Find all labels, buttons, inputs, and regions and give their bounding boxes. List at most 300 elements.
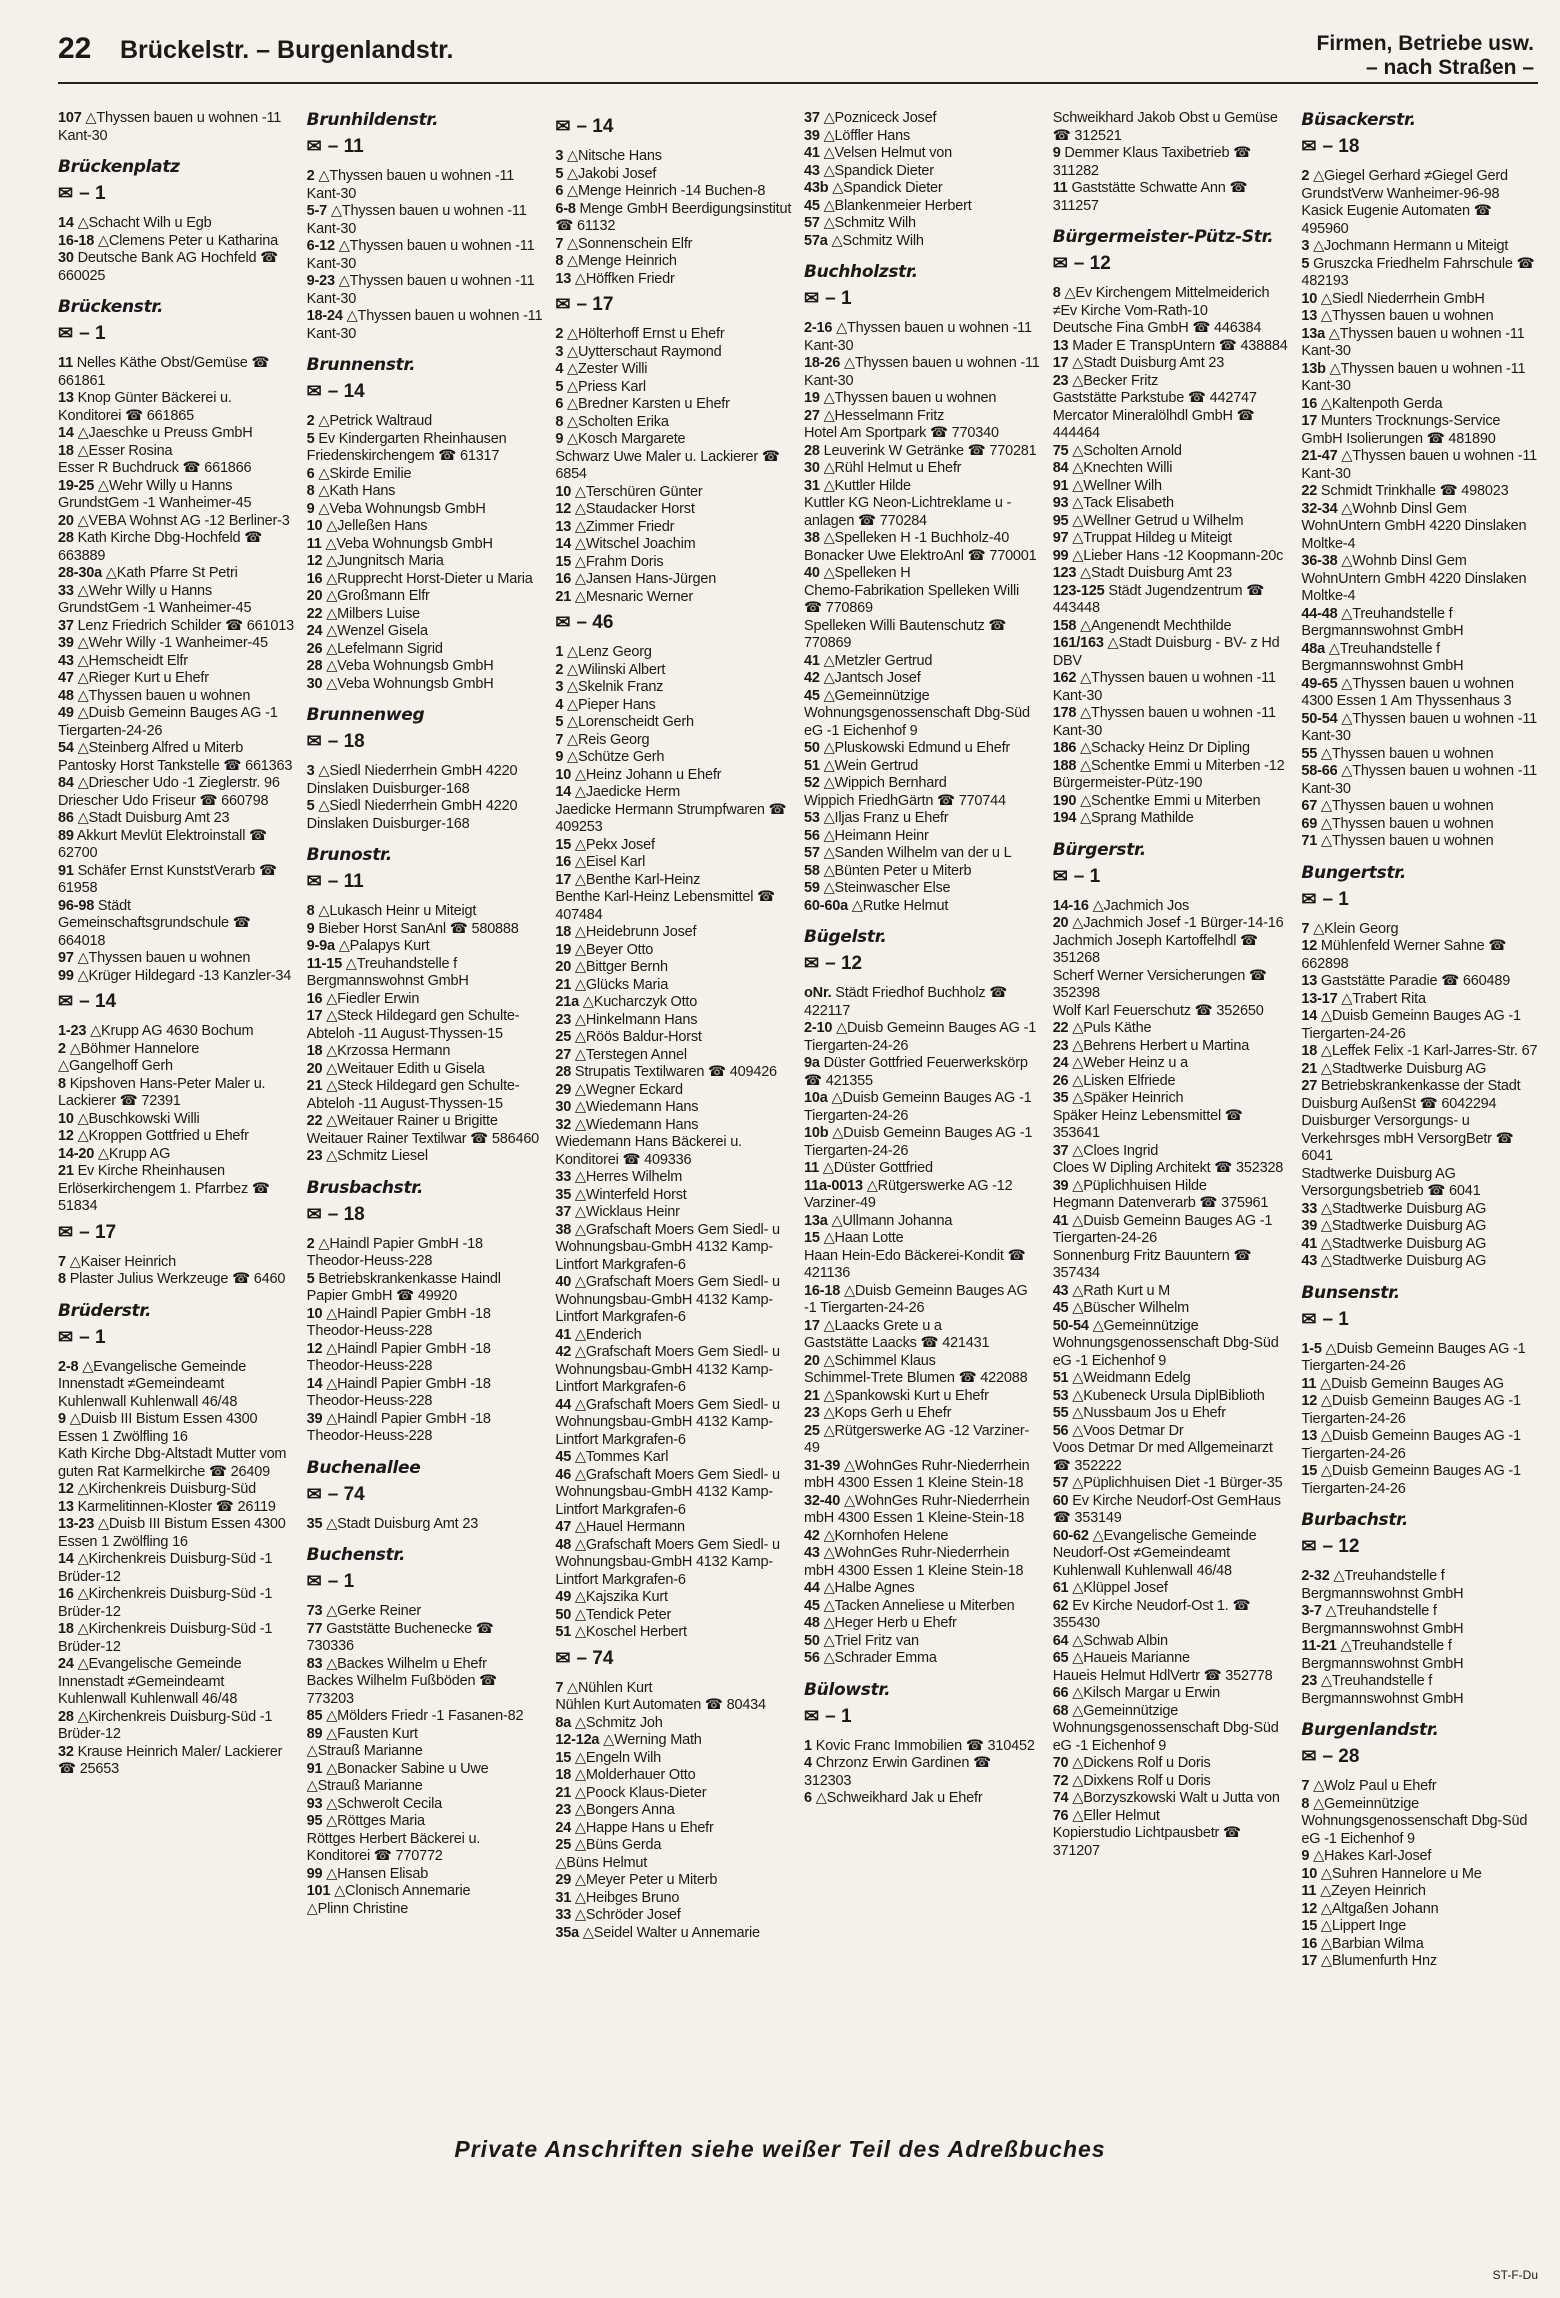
street-heading: Bülowstr. (804, 1679, 891, 1700)
directory-entry: 67 △Thyssen bauen u wohnen (1301, 798, 1494, 814)
directory-entry: 44 △Grafschaft Moers Gem Siedl- u Wohnungsbau-GmbH 4132 Kamp-Lintfort Markgrafen-6 (555, 1396, 780, 1448)
directory-entry: 43b △Spandick Dieter (804, 180, 943, 196)
directory-entry: 51 △Koschel Herbert (555, 1624, 687, 1640)
envelope-icon: ✉ (58, 1221, 74, 1242)
directory-entry: 35a △Seidel Walter u Annemarie (555, 1924, 760, 1941)
directory-entry: 41 △Duisb Gemeinn Bauges AG -1 Tiergarten-24-26 (1052, 1212, 1273, 1246)
directory-entry: 45 △Tacken Anneliese u Miterben (804, 1597, 1015, 1614)
directory-entry: 2 △Haindl Papier GmbH -18 Theodor-Heuss-228 (306, 1235, 483, 1269)
postal-district (1301, 889, 1538, 911)
directory-entry: 31 △Kuttler Hilde (804, 477, 911, 494)
directory-entry: 31-39 △WohnGes Ruhr-Niederrhein mbH 4300 Essen 1 Kleine Stein-18 (804, 1457, 1030, 1491)
directory-entry: 60 Ev Kirche Neudorf-Ost GemHaus ☎ 353149 (1052, 1492, 1281, 1526)
directory-entry: 16 △Eisel Karl (555, 854, 646, 870)
directory-entry: 8 Plaster Julius Werkzeuge ☎ 6460 (58, 1271, 286, 1287)
directory-entry: 11 △Zeyen Heinrich (1301, 1883, 1426, 1899)
directory-entry: Kopierstudio Lichtpausbetr ☎ 371207 (1052, 1825, 1241, 1859)
directory-entry: Mercator Mineralölhdl GmbH ☎ 444464 (1052, 407, 1255, 441)
directory-entry: 39 △Püplichhuisen Hilde (1052, 1177, 1207, 1194)
street-heading: Bungertstr. (1301, 862, 1407, 883)
postal-code: – 17 (79, 1221, 117, 1243)
directory-entry: 23 △Kops Gerh u Ehefr (804, 1405, 952, 1421)
directory-entry: 49 △Duisb Gemeinn Bauges AG -1 Tiergarten-24-26 (58, 705, 278, 739)
column-2 (307, 110, 544, 2120)
directory-entry: 76 △Eller Helmut (1052, 1807, 1160, 1824)
directory-entry: 43 △Spandick Dieter (804, 162, 934, 179)
directory-entry: Schweikhard Jakob Obst u Gemüse ☎ 312521 (1052, 110, 1278, 144)
directory-entry: 68 △Gemeinnützige Wohnungsgenossenschaft Dbg-Süd eG -1 Eichenhof 9 (1052, 1702, 1279, 1754)
directory-entry: Weitauer Rainer Textilwar ☎ 586460 (306, 1130, 540, 1147)
directory-entry: 30 △Veba Wohnungsb GmbH (306, 675, 494, 692)
envelope-icon: ✉ (1301, 1308, 1317, 1329)
directory-entry: 28 Leuverink W Getränke ☎ 770281 (804, 442, 1037, 459)
directory-entry: 44 △Halbe Agnes (804, 1580, 915, 1596)
directory-entry: 61 △Klüppel Josef (1052, 1580, 1168, 1596)
directory-entry: 40 △Spelleken H (804, 565, 911, 581)
directory-entry: 2-8 △Evangelische Gemeinde Innenstadt ≠Gemeindeamt Kuhlenwall Kuhlenwall 46/48 (58, 1358, 247, 1410)
directory-entry: 30 Deutsche Bank AG Hochfeld ☎ 660025 (58, 250, 279, 284)
directory-entry: 14 △Schacht Wilh u Egb (58, 215, 212, 231)
street-heading: Bunsenstr. (1301, 1282, 1400, 1303)
directory-entry: 5-7 △Thyssen bauen u wohnen -11 Kant-30 (306, 203, 527, 237)
postal-code: – 12 (1322, 1536, 1360, 1557)
directory-entry: 71 △Thyssen bauen u wohnen (1301, 833, 1494, 849)
directory-entry: 15 △Duisb Gemeinn Bauges AG -1 Tiergarten-24-26 (1301, 1463, 1521, 1497)
directory-entry: 41 △Velsen Helmut von (804, 145, 953, 161)
directory-entry: Hegmann Datenverarb ☎ 375961 (1052, 1195, 1269, 1211)
directory-entry: 9-9a △Palapys Kurt (306, 938, 430, 954)
postal-code: – 1 (327, 1571, 355, 1592)
directory-entry: Spelleken Willi Bautenschutz ☎ 770869 (804, 617, 1007, 651)
directory-entry: 36-38 △Wohnb Dinsl Gem WohnUntern GmbH 4220 Dinslaken Moltke-4 (1301, 553, 1527, 604)
directory-entry: 158 △Angenendt Mechthilde (1052, 617, 1232, 634)
directory-entry: 51 △Wein Gertrud (804, 757, 919, 774)
directory-entry: 6 △Menge Heinrich -14 Buchen-8 (555, 183, 766, 199)
directory-entry: 10a △Duisb Gemeinn Bauges AG -1 Tiergarten-24-26 (804, 1090, 1032, 1124)
directory-entry: 47 △Hauel Hermann (555, 1519, 685, 1535)
envelope-icon: ✉ (58, 323, 74, 343)
directory-entry: 16 △Fiedler Erwin (306, 990, 420, 1007)
directory-entry: Hotel Am Sportpark ☎ 770340 (804, 425, 999, 441)
directory-entry: 29 △Wegner Eckard (555, 1081, 683, 1098)
column-5 (1053, 110, 1290, 2120)
postal-code: – 1 (1073, 865, 1101, 887)
directory-entry: 13 △Zimmer Friedr (555, 518, 675, 535)
directory-entry: 22 △Weitauer Rainer u Brigitte (306, 1113, 498, 1129)
directory-entry: 48a △Treuhandstelle f Bergmannswohnst GmbH (1301, 640, 1464, 674)
street-heading: Brunostr. (306, 845, 392, 865)
directory-entry: 7 △Sonnenschein Elfr (555, 235, 693, 252)
envelope-icon: ✉ (306, 731, 322, 751)
directory-entry: 26 △Lisken Elfriede (1052, 1072, 1176, 1089)
directory-entry: 42 △Kornhofen Helene (804, 1527, 949, 1544)
postal-district (1301, 1536, 1538, 1558)
envelope-icon: ✉ (555, 116, 571, 136)
postal-code: – 14 (576, 116, 614, 137)
directory-entry: 8 △Kath Hans (306, 483, 396, 499)
envelope-icon: ✉ (1301, 1746, 1317, 1766)
directory-entry: 33 △Wehr Willy u Hanns GrundstGem -1 Wanheimer-45 (58, 582, 252, 616)
directory-entry: 13a △Thyssen bauen u wohnen -11 Kant-30 (1301, 325, 1525, 359)
envelope-icon: ✉ (555, 1647, 571, 1668)
directory-entry: 37 △Pozniceck Josef (804, 110, 937, 126)
directory-entry: Sonnenburg Fritz Bauuntern ☎ 357434 (1052, 1247, 1252, 1281)
directory-entry: 7 △Kaiser Heinrich (58, 1253, 176, 1270)
directory-entry: 50-54 △Thyssen bauen u wohnen -11 Kant-30 (1301, 710, 1538, 744)
directory-entry: 21a △Kucharczyk Otto (555, 994, 698, 1010)
directory-entry: 4 △Pieper Hans (555, 696, 656, 713)
directory-entry: 25 △Büns Gerda (555, 1837, 662, 1853)
directory-entry: 22 Schmidt Trinkhalle ☎ 498023 (1301, 483, 1509, 499)
directory-entry: 21 Ev Kirche Rheinhausen Erlöserkirchengem 1. Pfarrbez ☎ 51834 (58, 1163, 270, 1214)
directory-entry: 20 △Schimmel Klaus (804, 1352, 936, 1369)
directory-entry: 84 △Driescher Udo -1 Zieglerstr. 96 (58, 775, 280, 791)
directory-entry: Cloes W Dipling Architekt ☎ 352328 (1052, 1160, 1284, 1176)
directory-entry: 52 △Wippich Bernhard (804, 775, 947, 791)
directory-entry: 16 △Rupprecht Horst-Dieter u Maria (306, 570, 533, 587)
directory-entry: 99 △Lieber Hans -12 Koopmann-20c (1052, 547, 1284, 564)
directory-entry: 28-30a △Kath Pfarre St Petri (58, 565, 238, 581)
directory-entry: 50-54 △Gemeinnützige Wohnungsgenossenschaft Dbg-Süd eG -1 Eichenhof 9 (1052, 1317, 1279, 1369)
directory-entry: 11 △Düster Gottfried (804, 1160, 933, 1176)
directory-entry: 123 △Stadt Duisburg Amt 23 (1052, 565, 1232, 581)
directory-entry: 40 △Grafschaft Moers Gem Siedl- u Wohnungsbau-GmbH 4132 Kamp-Lintfort Markgrafen-6 (555, 1274, 780, 1325)
postal-district (1301, 1746, 1538, 1768)
directory-entry: △Strauß Marianne (306, 1743, 423, 1759)
directory-entry: 12 △Kirchenkreis Duisburg-Süd (58, 1481, 256, 1497)
directory-entry: 162 △Thyssen bauen u wohnen -11 Kant-30 (1052, 670, 1276, 704)
directory-entry: Backes Wilhelm Fußböden ☎ 773203 (306, 1673, 498, 1707)
directory-entry: Esser R Buchdruck ☎ 661866 (58, 460, 252, 476)
envelope-icon: ✉ (1052, 253, 1068, 273)
directory-entry: 14 △Jaeschke u Preuss GmbH (58, 425, 253, 441)
column-3 (555, 110, 792, 2120)
directory-entry: 10b △Duisb Gemeinn Bauges AG -1 Tiergarten-24-26 (804, 1125, 1033, 1159)
directory-entry: 10 △Haindl Papier GmbH -18 Theodor-Heuss-228 (306, 1305, 491, 1339)
directory-entry: 188 △Schentke Emmi u Miterben -12 Bürgermeister-Pütz-190 (1052, 757, 1285, 791)
directory-entry: 18 △Krzossa Hermann (306, 1043, 451, 1059)
directory-entry: 70 △Dickens Rolf u Doris (1052, 1755, 1211, 1771)
directory-entry: 30 △Rühl Helmut u Ehefr (804, 460, 962, 476)
directory-entry: 5 Ev Kindergarten Rheinhausen Friedenskirchengem ☎ 61317 (306, 430, 507, 464)
directory-entry: Wiedemann Hans Bäckerei u. Konditorei ☎ 409336 (555, 1134, 742, 1168)
directory-entry: 161/163 △Stadt Duisburg - BV- z Hd DBV (1052, 635, 1280, 669)
directory-entry: 5 △Siedl Niederrhein GmbH 4220 Dinslaken Duisburger-168 (306, 798, 518, 832)
directory-entry: 25 △Rütgerswerke AG -12 Varziner-49 (804, 1422, 1030, 1456)
directory-entry: 101 △Clonisch Annemarie (306, 1883, 471, 1899)
postal-district (307, 731, 544, 753)
directory-entry: 20 △Jachmich Josef -1 Bürger-14-16 (1052, 915, 1284, 931)
postal-code: – 1 (825, 288, 852, 309)
postal-code: – 1 (79, 323, 106, 344)
directory-entry: 13a △Ullmann Johanna (804, 1212, 953, 1229)
directory-entry: 65 △Haueis Marianne (1052, 1650, 1190, 1666)
directory-entry: 11 △Veba Wohnungsb GmbH (306, 535, 493, 552)
directory-entry: 3-7 △Treuhandstelle f Bergmannswohnst GmbH (1301, 1603, 1464, 1637)
envelope-icon: ✉ (804, 953, 820, 973)
directory-entry: Haan Hein-Edo Bäckerei-Kondit ☎ 421136 (804, 1247, 1026, 1281)
postal-code: – 18 (1322, 136, 1360, 157)
postal-district (307, 871, 544, 893)
directory-entry: 14 △Witschel Joachim (555, 536, 696, 552)
page-number: 22 (58, 32, 92, 65)
directory-entry: 93 △Tack Elisabeth (1052, 495, 1174, 511)
directory-entry: 27 △Terstegen Annel (555, 1046, 687, 1063)
directory-entry: 60-62 △Evangelische Gemeinde Neudorf-Ost ≠Gemeindeamt Kuhlenwall Kuhlenwall 46/48 (1052, 1527, 1257, 1579)
directory-entry: 7 △Reis Georg (555, 731, 650, 748)
directory-entry: 91 Schäfer Ernst KunststVerarb ☎ 61958 (58, 862, 277, 896)
directory-entry: △Strauß Marianne (306, 1778, 423, 1794)
directory-entry: Späker Heinz Lebensmittel ☎ 353641 (1052, 1107, 1243, 1141)
directory-entry: 9 △Schütze Gerh (555, 749, 665, 765)
directory-entry: 5 Gruszcka Friedhelm Fahrschule ☎ 482193 (1301, 255, 1535, 289)
directory-entry: 85 △Mölders Friedr -1 Fasanen-82 (306, 1708, 524, 1724)
directory-entry: 43 △Stadtwerke Duisburg AG (1301, 1253, 1487, 1269)
directory-entry: 194 △Sprang Mathilde (1052, 810, 1194, 826)
postal-district (1301, 1309, 1538, 1331)
directory-entry: 1-5 △Duisb Gemeinn Bauges AG -1 Tiergarten-24-26 (1301, 1340, 1526, 1374)
directory-entry: Jaedicke Hermann Strumpfwaren ☎ 409253 (555, 801, 787, 835)
directory-entry: 72 △Dixkens Rolf u Doris (1052, 1772, 1211, 1789)
directory-entry: 28 △Veba Wohnungsb GmbH (306, 658, 494, 674)
directory-entry: 13 △Duisb Gemeinn Bauges AG -1 Tiergarten-24-26 (1301, 1428, 1521, 1462)
directory-entry: 9 △Duisb III Bistum Essen 4300 Essen 1 Zwölfling 16 (58, 1411, 258, 1445)
postal-district (1053, 253, 1290, 275)
directory-entry: Pantosky Horst Tankstelle ☎ 661363 (58, 757, 293, 774)
directory-entry: 14-20 △Krupp AG (58, 1145, 171, 1162)
directory-entry: Deutsche Fina GmbH ☎ 446384 (1052, 320, 1262, 336)
directory-entry: 3 △Nitsche Hans (555, 148, 662, 164)
directory-entry: 11 Nelles Käthe Obst/Gemüse ☎ 661861 (58, 355, 270, 389)
envelope-icon: ✉ (1301, 136, 1317, 156)
directory-entry: 6 △Bredner Karsten u Ehefr (555, 396, 730, 412)
directory-entry: 15 △Engeln Wilh (555, 1749, 662, 1766)
directory-entry: 58-66 △Thyssen bauen u wohnen -11 Kant-30 (1301, 763, 1538, 797)
directory-entry: 57 △Püplichhuisen Diet -1 Bürger-35 (1052, 1475, 1283, 1491)
directory-entry: 2 △Petrick Waltraud (306, 413, 432, 429)
street-heading: Brunhildenstr. (306, 110, 439, 130)
directory-entry: 33 △Schröder Josef (555, 1907, 681, 1923)
column-1 (58, 110, 295, 2120)
directory-entry: 13b △Thyssen bauen u wohnen -11 Kant-30 (1301, 360, 1526, 394)
directory-entry: 12 △Jungnitsch Maria (306, 553, 444, 569)
street-heading: Buchholzstr. (804, 262, 918, 282)
directory-entry: 16 △Kaltenpoth Gerda (1301, 395, 1443, 412)
directory-entry: 55 △Thyssen bauen u wohnen (1301, 745, 1494, 762)
street-heading: Brückenplatz (58, 157, 180, 177)
directory-entry: 54 △Steinberg Alfred u Miterb (58, 740, 244, 756)
postal-district (58, 1222, 295, 1244)
directory-entry: 190 △Schentke Emmi u Miterben (1052, 792, 1261, 809)
directory-entry: 12 △Duisb Gemeinn Bauges AG -1 Tiergarten-24-26 (1301, 1393, 1521, 1427)
postal-code: – 1 (79, 183, 106, 204)
directory-entry: 27 △Hesselmann Fritz (804, 407, 945, 424)
directory-entry: 186 △Schacky Heinz Dr Dipling (1052, 740, 1250, 756)
directory-entry: 9a Düster Gottfried Feuerwerkskörp ☎ 421355 (804, 1055, 1028, 1089)
directory-entry: 2-32 △Treuhandstelle f Bergmannswohnst GmbH (1301, 1568, 1464, 1602)
directory-entry: oNr. Städt Friedhof Buchholz ☎ 422117 (804, 985, 1008, 1019)
postal-code: – 74 (327, 1483, 365, 1505)
directory-entry: 21 △Mesnaric Werner (555, 588, 693, 605)
directory-entry: 51 △Weidmann Edelg (1052, 1370, 1191, 1386)
envelope-icon: ✉ (1301, 888, 1317, 909)
directory-entry: 2 △Hölterhoff Ernst u Ehefr (555, 326, 725, 342)
directory-entry: 18 △Leffek Felix -1 Karl-Jarres-Str. 67 (1301, 1043, 1538, 1059)
directory-entry: 19 △Thyssen bauen u wohnen (804, 390, 997, 406)
directory-entry: 2 △Böhmer Hannelore (58, 1040, 200, 1057)
directory-entry: 48 △Grafschaft Moers Gem Siedl- u Wohnungsbau-GmbH 4132 Kamp-Lintfort Markgrafen-6 (555, 1536, 780, 1588)
directory-entry: 35 △Stadt Duisburg Amt 23 (306, 1515, 479, 1532)
directory-entry: 49 △Kajszika Kurt (555, 1589, 668, 1605)
directory-entry: 43 △Rath Kurt u M (1052, 1282, 1171, 1299)
directory-entry: 31 △Heibges Bruno (555, 1889, 680, 1906)
envelope-icon: ✉ (1301, 1536, 1317, 1556)
directory-entry: Kasick Eugenie Automaten ☎ 495960 (1301, 203, 1492, 237)
postal-district (307, 1484, 544, 1506)
postal-code: – 46 (576, 612, 614, 633)
directory-entry: 9 △Hakes Karl-Josef (1301, 1848, 1432, 1864)
directory-entry: 95 △Röttges Maria (306, 1813, 425, 1829)
directory-entry: Schimmel-Trete Blumen ☎ 422088 (804, 1370, 1028, 1386)
postal-code: – 1 (79, 1326, 106, 1348)
directory-entry: Stadtwerke Duisburg AG Versorgungsbetrieb ☎ 6041 (1301, 1165, 1481, 1199)
directory-entry: 64 △Schwab Albin (1052, 1632, 1168, 1649)
directory-entry: 39 △Stadtwerke Duisburg AG (1301, 1218, 1487, 1234)
directory-entry: 11 △Duisb Gemeinn Bauges AG (1301, 1375, 1504, 1392)
directory-entry: 53 △Iljas Franz u Ehefr (804, 810, 949, 826)
postal-district (804, 953, 1041, 975)
directory-entry: 13 Karmelitinnen-Kloster ☎ 26119 (58, 1498, 276, 1515)
directory-entry: 42 △Grafschaft Moers Gem Siedl- u Wohnungsbau-GmbH 4132 Kamp-Lintfort Markgrafen-6 (555, 1344, 780, 1395)
directory-entry: 21-47 △Thyssen bauen u wohnen -11 Kant-30 (1301, 448, 1538, 482)
directory-entry: 3 △Uytterschaut Raymond (555, 343, 722, 360)
directory-entry: 48 △Heger Herb u Ehefr (804, 1615, 957, 1631)
directory-entry: 49-65 △Thyssen bauen u wohnen 4300 Essen 1 Am Thyssenhaus 3 (1301, 675, 1514, 709)
envelope-icon: ✉ (306, 1483, 322, 1504)
directory-entry: 13 Mader E TranspUntern ☎ 438884 (1052, 337, 1288, 354)
postal-code: – 74 (576, 1647, 614, 1669)
directory-entry: 18-26 △Thyssen bauen u wohnen -11 Kant-30 (804, 355, 1040, 389)
postal-district (1053, 866, 1290, 888)
directory-entry: 29 △Meyer Peter u Miterb (555, 1872, 718, 1888)
directory-entry: 69 △Thyssen bauen u wohnen (1301, 815, 1494, 832)
directory-entry: 86 △Stadt Duisburg Amt 23 (58, 810, 230, 826)
directory-entry: 7 △Klein Georg (1301, 920, 1399, 937)
directory-entry: 38 △Spelleken H -1 Buchholz-40 (804, 530, 1010, 546)
directory-entry: Benthe Karl-Heinz Lebensmittel ☎ 407484 (555, 889, 775, 923)
directory-entry: 15 △Pekx Josef (555, 836, 655, 853)
directory-entry: 1 △Lenz Georg (555, 644, 652, 660)
envelope-icon: ✉ (555, 612, 571, 632)
directory-entry: Kath Kirche Dbg-Altstadt Mutter vom guten Rat Karmelkirche ☎ 26409 (58, 1446, 287, 1480)
directory-entry: 28 Kath Kirche Dbg-Hochfeld ☎ 663889 (58, 530, 263, 564)
directory-entry: 95 △Wellner Getrud u Wilhelm (1052, 512, 1244, 529)
directory-entry: 35 △Winterfeld Horst (555, 1186, 687, 1203)
postal-district (58, 991, 295, 1013)
envelope-icon: ✉ (58, 991, 74, 1011)
directory-entry: 9 Demmer Klaus Taxibetrieb ☎ 311282 (1052, 145, 1252, 179)
directory-entry: 23 △Hinkelmann Hans (555, 1011, 698, 1028)
postal-code: – 18 (327, 731, 365, 752)
street-heading: Burbachstr. (1301, 1510, 1408, 1530)
postal-district (58, 183, 295, 205)
directory-entry: 18 △Kirchenkreis Duisburg-Süd -1 Brüder-12 (58, 1621, 273, 1655)
envelope-icon: ✉ (306, 381, 322, 401)
directory-entry: 39 △Wehr Willy -1 Wanheimer-45 (58, 635, 268, 651)
directory-entry: 47 △Rieger Kurt u Ehefr (58, 670, 209, 686)
directory-entry: Kuttler KG Neon-Lichtreklame u -anlagen ☎ 770284 (804, 495, 1012, 529)
directory-entry: 37 △Wicklaus Heinr (555, 1204, 680, 1220)
directory-entry: 178 △Thyssen bauen u wohnen -11 Kant-30 (1052, 705, 1276, 739)
directory-entry: 37 △Cloes Ingrid (1052, 1142, 1159, 1159)
directory-entry: 18 △Molderhauer Otto (555, 1767, 696, 1783)
directory-entry: 15 △Lippert Inge (1301, 1918, 1407, 1934)
directory-entry: 56 △Voos Detmar Dr (1052, 1422, 1184, 1439)
directory-entry: Wippich FriedhGärtn ☎ 770744 (804, 792, 1006, 809)
directory-entry: 39 △Löffler Hans (804, 127, 911, 144)
directory-entry: 23 △Becker Fritz (1052, 372, 1159, 389)
directory-entry: 15 △Haan Lotte (804, 1230, 904, 1246)
directory-entry: 83 △Backes Wilhelm u Ehefr (306, 1655, 487, 1672)
directory-entry: 2-10 △Duisb Gemeinn Bauges AG -1 Tiergarten-24-26 (804, 1020, 1037, 1054)
footer-note: Private Anschriften siehe weißer Teil des Adreßbuches (454, 2136, 1106, 2162)
directory-entry: 1 Kovic Franc Immobilien ☎ 310452 (804, 1737, 1035, 1754)
directory-entry: 21 △Spankowski Kurt u Ehefr (804, 1387, 989, 1404)
directory-entry: 41 △Metzler Gertrud (804, 652, 933, 669)
postal-code: – 14 (79, 991, 117, 1012)
postal-district (555, 294, 792, 316)
directory-entry: 14 △Jaedicke Herm (555, 784, 680, 800)
directory-entry: 12-12a △Werning Math (555, 1732, 702, 1748)
directory-entry: 23 △Behrens Herbert u Martina (1052, 1037, 1250, 1054)
postal-district (555, 1648, 792, 1670)
directory-entry: 18 △Heidebrunn Josef (555, 924, 697, 940)
directory-entry: 8 △Gemeinnützige Wohnungsgenossenschaft Dbg-Süd eG -1 Eichenhof 9 (1301, 1795, 1528, 1847)
directory-entry: 2 △Thyssen bauen u wohnen -11 Kant-30 (306, 168, 515, 202)
directory-entry: 91 △Wellner Wilh (1052, 477, 1162, 494)
column-4 (804, 110, 1041, 2120)
directory-entry: 22 △Puls Käthe (1052, 1020, 1152, 1036)
directory-entry: Chemo-Fabrikation Spelleken Willi ☎ 770869 (804, 582, 1020, 616)
directory-entry: 3 △Siedl Niederrhein GmbH 4220 Dinslaken Duisburger-168 (306, 763, 518, 797)
directory-entry: Schwarz Uwe Maler u. Lackierer ☎ 6854 (555, 448, 780, 482)
directory-entry: 28 △Kirchenkreis Duisburg-Süd -1 Brüder-12 (58, 1708, 273, 1742)
directory-entry: 8 △Scholten Erika (555, 413, 669, 430)
directory-entry: 5 △Lorenscheidt Gerh (555, 714, 694, 730)
directory-entry: 35 △Späker Heinrich (1052, 1090, 1184, 1106)
directory-entry: 75 △Scholten Arnold (1052, 442, 1182, 459)
directory-entry: Scherf Werner Versicherungen ☎ 352398 (1052, 967, 1267, 1001)
postal-code: – 12 (825, 953, 863, 974)
directory-entry: 16-18 △Clemens Peter u Katharina (58, 232, 278, 249)
directory-entry: 24 △Evangelische Gemeinde Innenstadt ≠Gemeindeamt Kuhlenwall Kuhlenwall 46/48 (58, 1656, 242, 1707)
directory-entry: 73 △Gerke Reiner (306, 1603, 422, 1619)
section-title (1317, 32, 1534, 80)
directory-entry: 12 △Kroppen Gottfried u Ehefr (58, 1128, 249, 1144)
directory-entry: 53 △Kubeneck Ursula DiplBiblioth (1052, 1387, 1265, 1404)
directory-entry: Bonacker Uwe ElektroAnl ☎ 770001 (804, 547, 1037, 564)
directory-entry: 1-23 △Krupp AG 4630 Bochum (58, 1023, 254, 1039)
directory-entry: 8 △Lukasch Heinr u Miteigt (306, 903, 477, 919)
directory-entry: △Gangelhoff Gerh (58, 1058, 173, 1074)
directory-entry: 17 △Laacks Grete u a (804, 1317, 942, 1334)
envelope-icon: ✉ (58, 1326, 74, 1347)
directory-entry: 7 △Nühlen Kurt (555, 1679, 653, 1696)
directory-entry: △Plinn Christine (306, 1900, 409, 1917)
postal-code: – 1 (825, 1705, 852, 1727)
directory-entry: 21 △Steck Hildegard gen Schulte-Abteloh -11 August-Thyssen-15 (306, 1078, 520, 1112)
envelope-icon: ✉ (306, 1203, 322, 1224)
